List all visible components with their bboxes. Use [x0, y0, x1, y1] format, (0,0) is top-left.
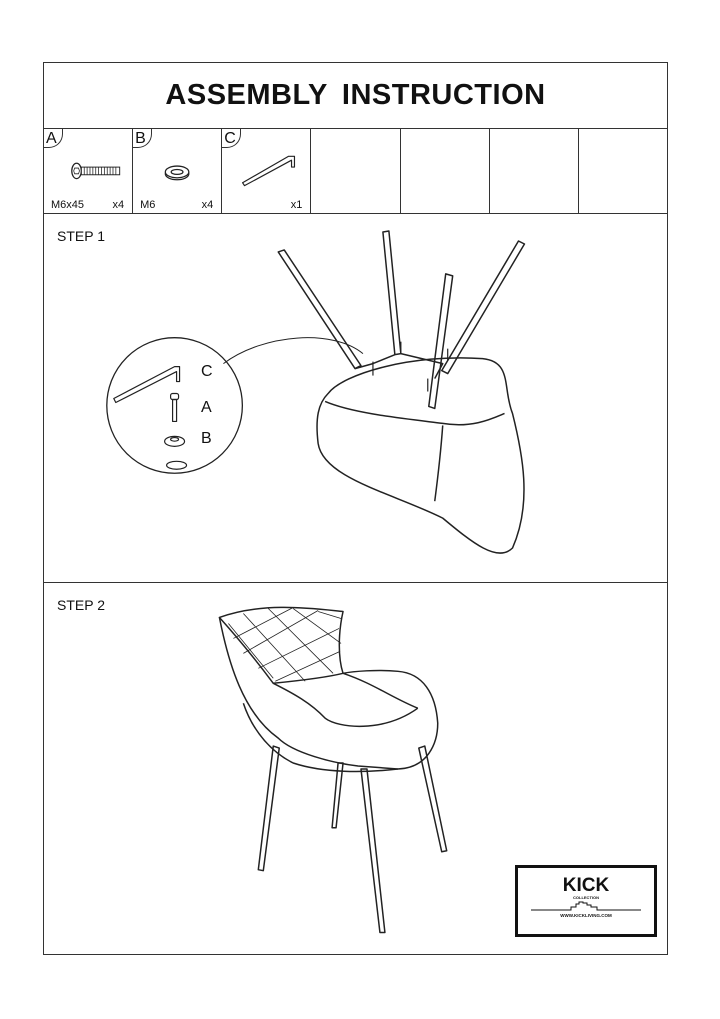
part-c: [222, 129, 311, 213]
callout-a: A: [201, 399, 212, 416]
step-2: [44, 583, 667, 954]
callout-b: B: [201, 430, 212, 447]
part-qty: x4: [112, 199, 125, 211]
logo-subtitle: COLLECTION: [573, 895, 599, 900]
skyline-icon: [531, 901, 641, 911]
part-letter: A: [44, 129, 63, 148]
step-1: [44, 214, 667, 583]
part-spec: M6: [140, 199, 156, 211]
callout-c: C: [201, 363, 213, 380]
step-label: STEP 2: [57, 597, 105, 613]
part-empty: [311, 129, 400, 213]
step-label: STEP 1: [57, 228, 105, 244]
logo-brand: KICK: [562, 875, 610, 896]
parts-list: [44, 129, 667, 214]
part-empty: [490, 129, 579, 213]
part-letter: C: [222, 129, 241, 148]
part-empty: [579, 129, 667, 213]
part-qty: x1: [290, 199, 303, 211]
part-a: [44, 129, 133, 213]
washer-icon: [133, 147, 221, 192]
part-empty: [401, 129, 490, 213]
step-1-illustration: [44, 214, 667, 582]
part-qty: x4: [201, 199, 214, 211]
instruction-sheet: [43, 62, 668, 955]
part-b: [133, 129, 222, 213]
bolt-icon: [44, 147, 132, 192]
kick-logo: [515, 865, 657, 937]
allen-key-icon: [222, 147, 310, 192]
part-spec: M6x45: [51, 199, 85, 211]
page-title: ASSEMBLY INSTRUCTION: [44, 63, 667, 129]
logo-url: WWW.KICKLIVING.COM: [560, 913, 612, 918]
part-letter: B: [133, 129, 152, 148]
